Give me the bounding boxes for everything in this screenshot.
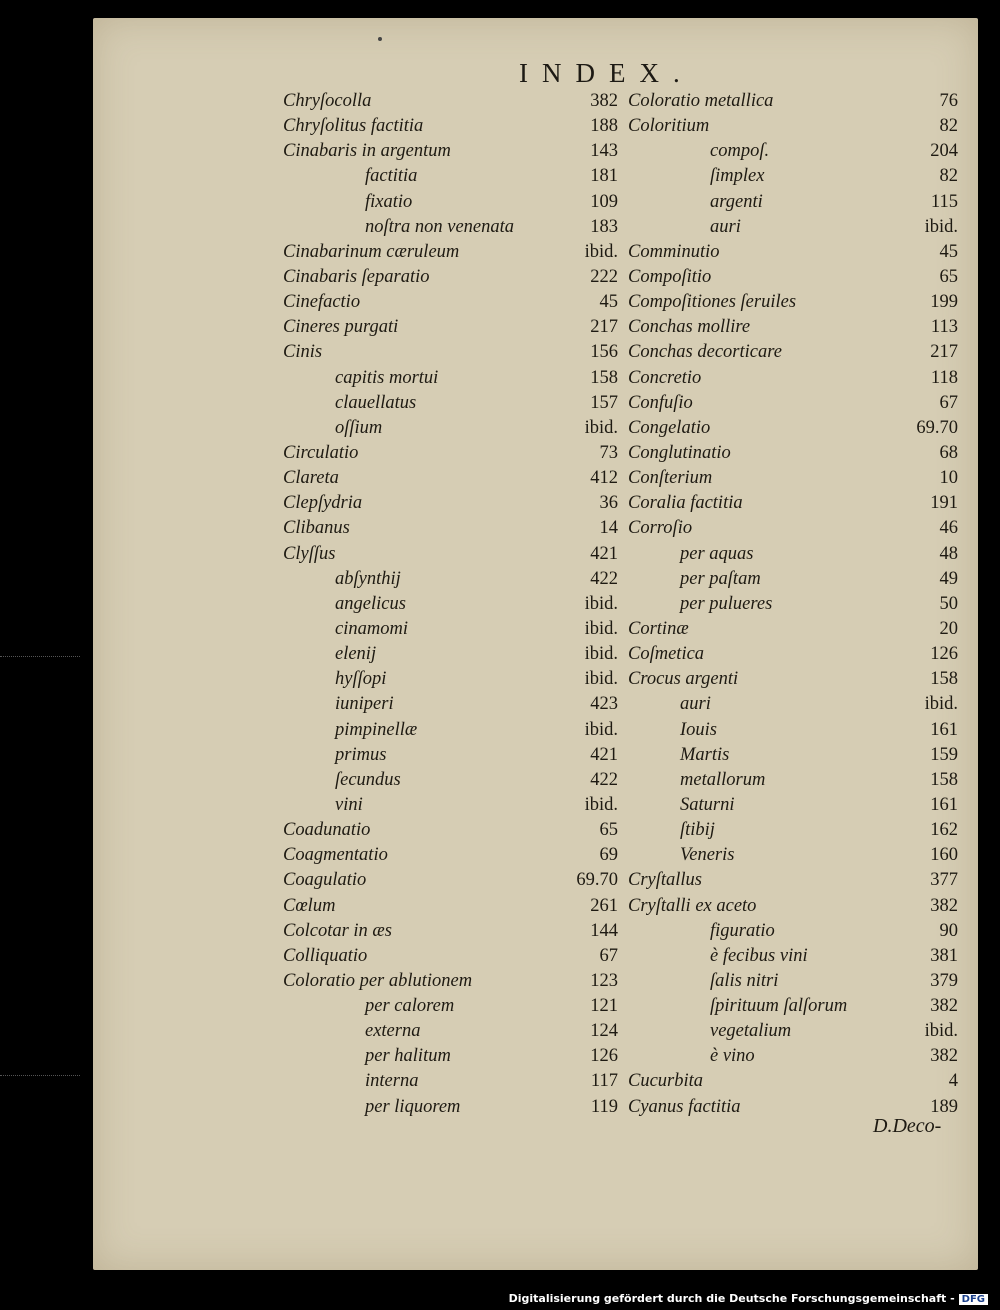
index-term: Crocus argenti	[628, 669, 739, 690]
index-page-number: 160	[930, 845, 958, 866]
index-term: Cinis	[283, 342, 323, 363]
index-page-number: 90	[939, 920, 958, 941]
index-term: figuratio	[710, 920, 775, 941]
index-page-number: 14	[599, 518, 618, 539]
index-entry	[283, 921, 618, 946]
index-term: Congelatio	[628, 417, 711, 438]
index-page-number: 69.70	[576, 870, 618, 891]
footer-credit	[509, 1292, 988, 1305]
index-entry	[628, 745, 958, 770]
index-page-number: 20	[939, 618, 958, 639]
index-term: Cucurbita	[628, 1071, 704, 1092]
index-page-number: 143	[590, 141, 618, 162]
index-entry	[628, 317, 958, 342]
index-term: primus	[335, 744, 387, 765]
index-entry	[283, 468, 618, 493]
index-entry	[283, 1071, 618, 1096]
index-page-number: 69	[599, 845, 618, 866]
index-page-number: 423	[590, 694, 618, 715]
index-page-number: 46	[939, 518, 958, 539]
index-term: per halitum	[365, 1046, 451, 1067]
index-entry	[628, 845, 958, 870]
index-entry	[283, 518, 618, 543]
index-entry	[283, 317, 618, 342]
index-entry	[628, 292, 958, 317]
index-entry	[283, 192, 618, 217]
index-entry	[283, 745, 618, 770]
index-term: Cortinæ	[628, 618, 689, 639]
index-entry	[628, 544, 958, 569]
index-entry	[283, 694, 618, 719]
index-page-number: 181	[590, 166, 618, 187]
index-term: Coloritium	[628, 116, 710, 137]
index-term: abſynthij	[335, 568, 401, 589]
index-page-number: 124	[590, 1021, 618, 1042]
index-page-number: 65	[939, 266, 958, 287]
index-page-number: 188	[590, 116, 618, 137]
index-term: metallorum	[680, 769, 766, 790]
catchword: D.Deco-	[873, 1115, 942, 1137]
index-page-number: 65	[599, 820, 618, 841]
index-page-number: 422	[590, 769, 618, 790]
index-term: ſpirituum ſalſorum	[710, 996, 848, 1017]
index-entry	[628, 493, 958, 518]
index-entry	[628, 946, 958, 971]
index-page-number: 144	[590, 920, 618, 941]
index-page-number: ibid.	[924, 694, 958, 715]
index-term: noſtra non venenata	[365, 216, 515, 237]
scan-edge-mark	[0, 1075, 80, 1076]
scan-edge-mark	[0, 656, 80, 657]
index-page-number: 217	[930, 342, 958, 363]
index-entry	[283, 342, 618, 367]
index-entry	[628, 443, 958, 468]
index-page-number: 45	[599, 292, 618, 313]
index-term: Cineres purgati	[283, 317, 399, 338]
index-term: clauellatus	[335, 392, 417, 413]
index-term: factitia	[365, 166, 418, 187]
index-entry	[283, 418, 618, 443]
index-entry	[628, 368, 958, 393]
index-term: Circulatio	[283, 442, 359, 463]
index-term: Clepſydria	[283, 493, 363, 514]
index-term: compoſ.	[710, 141, 770, 162]
index-entry	[283, 217, 618, 242]
index-entry	[283, 644, 618, 669]
index-entry	[283, 292, 618, 317]
index-entry	[628, 468, 958, 493]
index-page-number: 117	[590, 1071, 618, 1092]
index-term: per liquorem	[365, 1096, 461, 1117]
index-term: interna	[365, 1071, 419, 1092]
index-entry	[628, 996, 958, 1021]
index-column-left	[283, 91, 618, 1122]
index-entry	[283, 1097, 618, 1122]
index-page-number: 159	[930, 744, 958, 765]
index-entry	[628, 267, 958, 292]
index-term: Saturni	[680, 794, 735, 815]
index-page-number: 199	[930, 292, 958, 313]
index-term: auri	[710, 216, 741, 237]
index-term: Colliquatio	[283, 945, 368, 966]
index-page-number: ibid.	[924, 1021, 958, 1042]
index-term: per calorem	[365, 996, 455, 1017]
index-page-number: ibid.	[584, 241, 618, 262]
index-term: Clareta	[283, 468, 339, 489]
index-page-number: ibid.	[584, 719, 618, 740]
index-term: angelicus	[335, 593, 406, 614]
index-page-number: 76	[939, 91, 958, 111]
index-page-number: 382	[590, 91, 618, 111]
index-entry	[628, 896, 958, 921]
index-entry	[283, 720, 618, 745]
index-term: pimpinellæ	[335, 719, 418, 740]
index-term: Compoſitiones ſeruiles	[628, 292, 797, 313]
page-title: INDEX.	[519, 58, 694, 88]
index-term: cinamomi	[335, 618, 408, 639]
index-page-number: 217	[590, 317, 618, 338]
index-page-number: 69.70	[916, 417, 958, 438]
index-page-number: 50	[939, 593, 958, 614]
index-page-number: 82	[939, 166, 958, 187]
index-term: è vino	[710, 1046, 755, 1067]
index-page-number: 158	[930, 769, 958, 790]
index-term: Coralia factitia	[628, 493, 743, 514]
index-entry	[283, 996, 618, 1021]
index-entry	[283, 242, 618, 267]
index-term: argenti	[710, 191, 763, 212]
index-page-number: 68	[939, 442, 958, 463]
index-entry	[628, 669, 958, 694]
index-term: capitis mortui	[335, 367, 439, 388]
index-term: Concretio	[628, 367, 702, 388]
index-page-number: 115	[930, 191, 958, 212]
index-entry	[628, 921, 958, 946]
index-entry	[283, 91, 618, 116]
index-term: fixatio	[365, 191, 413, 212]
index-entry	[628, 619, 958, 644]
index-term: Cinefactio	[283, 292, 361, 313]
index-page-number: 183	[590, 216, 618, 237]
index-term: Coagmentatio	[283, 845, 388, 866]
index-page-number: 412	[590, 468, 618, 489]
index-entry	[628, 870, 958, 895]
index-term: hyſſopi	[335, 669, 387, 690]
index-entry	[283, 393, 618, 418]
index-term: Conchas decorticare	[628, 342, 782, 363]
index-entry	[283, 845, 618, 870]
index-column-right	[628, 91, 958, 1122]
index-entry	[283, 493, 618, 518]
index-entry	[283, 795, 618, 820]
index-entry	[628, 594, 958, 619]
index-page-number: 161	[930, 794, 958, 815]
index-page-number: 119	[590, 1096, 618, 1117]
index-page-number: ibid.	[584, 618, 618, 639]
index-entry	[283, 896, 618, 921]
index-entry	[283, 1021, 618, 1046]
index-term: ſimplex	[710, 166, 765, 187]
index-page-number: 82	[939, 116, 958, 137]
index-entry	[628, 1071, 958, 1096]
index-term: Coadunatio	[283, 820, 371, 841]
index-entry	[283, 267, 618, 292]
index-page-number: 4	[948, 1071, 958, 1092]
index-page-number: 204	[930, 141, 958, 162]
index-term: Cinabaris ſeparatio	[283, 266, 430, 287]
index-term: Iouis	[680, 719, 717, 740]
index-page-number: 118	[930, 367, 958, 388]
index-page-number: ibid.	[584, 417, 618, 438]
index-entry	[283, 544, 618, 569]
index-term: oſſium	[335, 417, 383, 438]
index-entry	[628, 971, 958, 996]
index-page-number: 10	[939, 468, 958, 489]
index-entry	[283, 1046, 618, 1071]
index-page-number: ibid.	[584, 593, 618, 614]
index-entry	[628, 393, 958, 418]
index-entry	[283, 971, 618, 996]
index-term: Corroſio	[628, 518, 693, 539]
index-entry	[283, 116, 618, 141]
index-entry	[628, 820, 958, 845]
index-page-number: 157	[590, 392, 618, 413]
index-term: è fecibus vini	[710, 945, 808, 966]
index-entry	[283, 870, 618, 895]
index-page-number: 191	[930, 493, 958, 514]
index-entry	[628, 116, 958, 141]
index-page-number: 261	[590, 895, 618, 916]
index-entry	[628, 569, 958, 594]
index-term: vini	[335, 794, 363, 815]
ink-dot	[378, 37, 382, 41]
index-term: Cœlum	[283, 895, 336, 916]
index-page-number: 422	[590, 568, 618, 589]
index-page-number: ibid.	[584, 644, 618, 665]
index-entry	[283, 619, 618, 644]
index-term: Confuſio	[628, 392, 693, 413]
index-term: Clibanus	[283, 518, 350, 539]
index-entry	[628, 342, 958, 367]
index-page-number: 113	[930, 317, 958, 338]
index-term: Cinabaris in argentum	[283, 141, 451, 162]
index-page-number: 377	[930, 870, 958, 891]
index-term: Colcotar in æs	[283, 920, 392, 941]
index-page-number: ibid.	[584, 669, 618, 690]
footer-text: Digitalisierung gefördert durch die Deutsche Forschungsgemeinschaft -	[508, 1292, 955, 1305]
index-term: ſecundus	[335, 769, 401, 790]
index-term: Coſmetica	[628, 644, 705, 665]
index-entry	[628, 720, 958, 745]
index-entry	[628, 770, 958, 795]
index-page-number: 381	[930, 945, 958, 966]
index-term: Cinabarinum cæruleum	[283, 241, 460, 262]
index-term: ſtibij	[680, 820, 715, 841]
index-entry	[628, 418, 958, 443]
index-term: Coloratio metallica	[628, 91, 774, 111]
index-page-number: ibid.	[924, 216, 958, 237]
index-entry	[628, 1021, 958, 1046]
index-entry	[628, 1046, 958, 1071]
index-term: per aquas	[680, 543, 754, 564]
index-entry	[628, 694, 958, 719]
index-entry	[628, 242, 958, 267]
index-page-number: 67	[939, 392, 958, 413]
index-page-number: 222	[590, 266, 618, 287]
index-entry	[628, 217, 958, 242]
index-term: per pulueres	[680, 593, 773, 614]
index-entry	[283, 443, 618, 468]
index-page-number: 189	[930, 1096, 958, 1117]
index-term: Chryſocolla	[283, 91, 372, 111]
index-entry	[628, 141, 958, 166]
index-entry	[628, 91, 958, 116]
index-term: Cyanus factitia	[628, 1096, 741, 1117]
index-page-number: 156	[590, 342, 618, 363]
index-page-number: 123	[590, 970, 618, 991]
index-term: Conſterium	[628, 468, 713, 489]
index-entry	[628, 518, 958, 543]
index-page-number: 73	[599, 442, 618, 463]
index-term: vegetalium	[710, 1021, 792, 1042]
index-page-number: 126	[590, 1046, 618, 1067]
index-entry	[283, 569, 618, 594]
index-term: per paſtam	[680, 568, 761, 589]
index-term: elenij	[335, 644, 377, 665]
index-entry	[628, 644, 958, 669]
index-entry	[283, 368, 618, 393]
index-entry	[628, 192, 958, 217]
index-term: Martis	[680, 744, 730, 765]
index-page-number: 49	[939, 568, 958, 589]
index-page-number: 48	[939, 543, 958, 564]
index-page-number: 382	[930, 996, 958, 1017]
index-page-number: ibid.	[584, 794, 618, 815]
index-term: Comminutio	[628, 241, 720, 262]
index-page-number: 382	[930, 1046, 958, 1067]
index-page-number: 158	[930, 669, 958, 690]
index-entry	[628, 166, 958, 191]
index-entry	[283, 141, 618, 166]
index-term: Clyſſus	[283, 543, 336, 564]
index-term: Conchas mollire	[628, 317, 751, 338]
index-page-number: 382	[930, 895, 958, 916]
index-page-number: 121	[590, 996, 618, 1017]
index-term: iuniperi	[335, 694, 394, 715]
index-term: Cryſtalli ex aceto	[628, 895, 757, 916]
index-page-number: 67	[599, 945, 618, 966]
index-page-number: 45	[939, 241, 958, 262]
index-page-number: 158	[590, 367, 618, 388]
index-term: Chryſolitus factitia	[283, 116, 424, 137]
index-term: ſalis nitri	[710, 970, 779, 991]
index-entry	[283, 166, 618, 191]
index-term: externa	[365, 1021, 421, 1042]
index-entry	[283, 946, 618, 971]
index-entry	[283, 669, 618, 694]
index-entry	[628, 795, 958, 820]
index-page-number: 161	[930, 719, 958, 740]
index-page-number: 36	[599, 493, 618, 514]
index-term: auri	[680, 694, 711, 715]
index-page-number: 421	[590, 543, 618, 564]
index-term: Compoſitio	[628, 266, 712, 287]
index-page-number: 162	[930, 820, 958, 841]
index-page-number: 109	[590, 191, 618, 212]
dfg-logo: DFG	[959, 1294, 988, 1305]
index-page-number: 379	[930, 970, 958, 991]
index-term: Coloratio per ablutionem	[283, 970, 473, 991]
index-entry	[283, 594, 618, 619]
index-term: Conglutinatio	[628, 442, 731, 463]
index-entry	[283, 820, 618, 845]
index-term: Cryſtallus	[628, 870, 703, 891]
index-term: Veneris	[680, 845, 735, 866]
index-page-number: 126	[930, 644, 958, 665]
index-page-number: 421	[590, 744, 618, 765]
index-entry	[283, 770, 618, 795]
index-term: Coagulatio	[283, 870, 367, 891]
